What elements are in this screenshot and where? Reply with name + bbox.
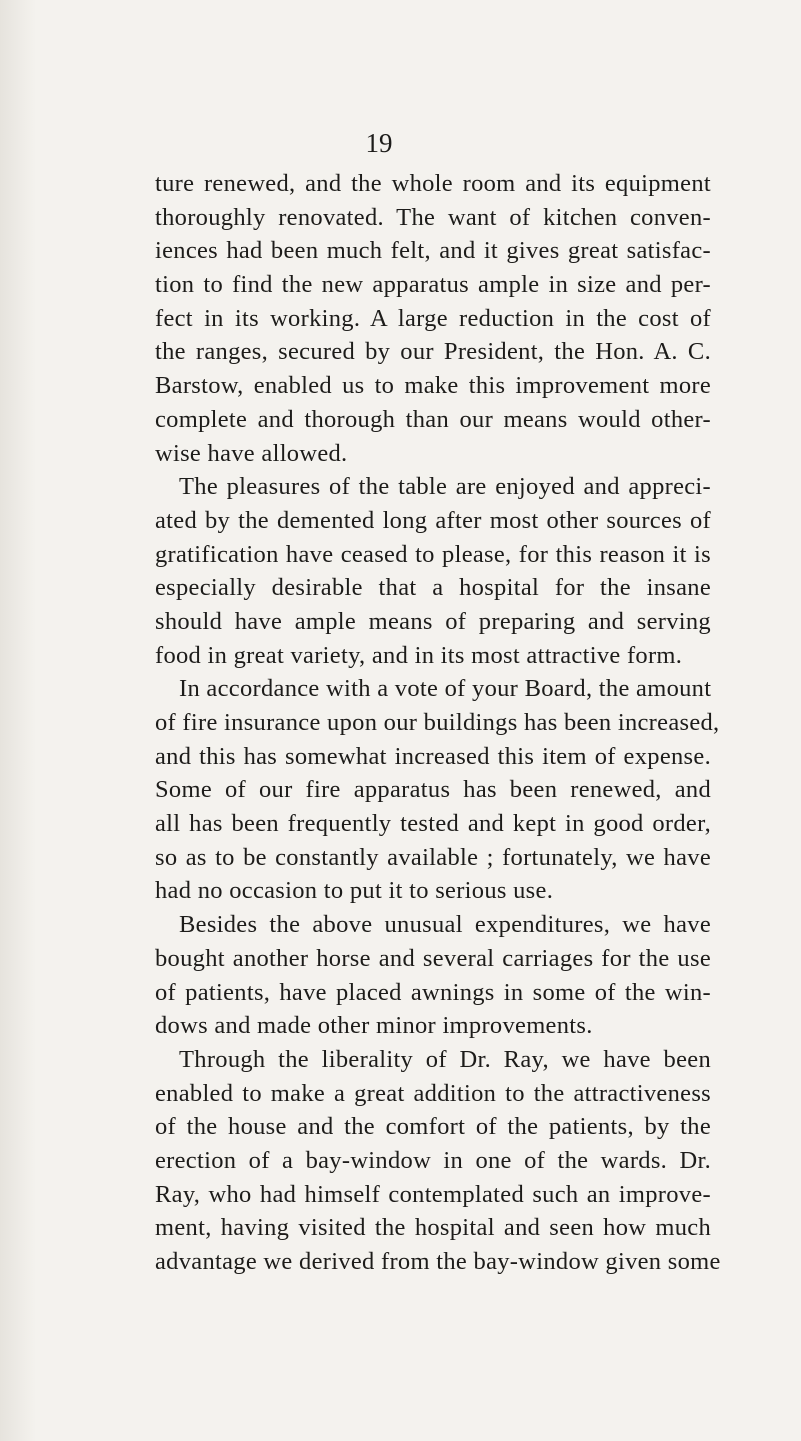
text-line: gratification have ceased to please, for this reason it is bbox=[155, 540, 711, 568]
text-line: thoroughly renovated. The want of kitchen conven- bbox=[155, 203, 711, 231]
text-line: ture renewed, and the whole room and its equipment bbox=[155, 170, 711, 197]
text-line: ment, having visited the hospital and seen how much bbox=[155, 1214, 711, 1242]
text-line: The pleasures of the table are enjoyed and appreci- bbox=[179, 473, 711, 501]
text-line: of fire insurance upon our buildings has been increased, bbox=[155, 709, 720, 736]
text-line: bought another horse and several carriages for the use bbox=[155, 944, 711, 972]
text-line: fect in its working. A large reduction in the cost of bbox=[155, 304, 711, 332]
body-text bbox=[155, 167, 721, 1279]
text-line: so as to be constantly available ; fortunately, we have bbox=[155, 843, 711, 871]
text-line: Through the liberality of Dr. Ray, we have been bbox=[179, 1045, 711, 1073]
text-line: tion to find the new apparatus ample in size and per- bbox=[155, 271, 711, 299]
text-line: and this has somewhat increased this item of expense. bbox=[155, 742, 711, 770]
text-line: Barstow, enabled us to make this improvement more bbox=[155, 372, 711, 400]
text-line: wise have allowed. bbox=[155, 439, 348, 467]
text-line: Besides the above unusual expenditures, we have bbox=[179, 911, 711, 939]
text-line: the ranges, secured by our President, the Hon. A. C. bbox=[155, 338, 711, 366]
text-line: ated by the demented long after most other sources of bbox=[155, 506, 711, 534]
text-line: advantage we derived from the bay-window given some bbox=[155, 1248, 721, 1275]
page-number: 19 bbox=[365, 128, 393, 158]
text-line: erection of a bay-window in one of the wards. Dr. bbox=[155, 1146, 711, 1174]
page-edge-shadow bbox=[0, 0, 36, 1441]
text-line: complete and thorough than our means would other- bbox=[155, 405, 711, 433]
text-line: had no occasion to put it to serious use. bbox=[155, 877, 554, 905]
text-line: all has been frequently tested and kept in good order, bbox=[155, 810, 711, 838]
text-line: food in great variety, and in its most attractive form. bbox=[155, 641, 683, 669]
text-line: enabled to make a great addition to the attractiveness bbox=[155, 1079, 711, 1107]
text-line: Some of our fire apparatus has been renewed, and bbox=[155, 776, 711, 804]
text-line: Ray, who had himself contemplated such an improve- bbox=[155, 1180, 711, 1208]
text-line: of the house and the comfort of the patients, by the bbox=[155, 1113, 711, 1141]
text-line: iences had been much felt, and it gives great satisfac- bbox=[155, 237, 711, 265]
text-line: should have ample means of preparing and serving bbox=[155, 607, 711, 635]
text-line: dows and made other minor improvements. bbox=[155, 1012, 593, 1040]
text-line: of patients, have placed awnings in some of the win- bbox=[155, 978, 711, 1006]
text-line: especially desirable that a hospital for the insane bbox=[155, 574, 711, 602]
text-line: In accordance with a vote of your Board, the amount bbox=[179, 675, 712, 703]
